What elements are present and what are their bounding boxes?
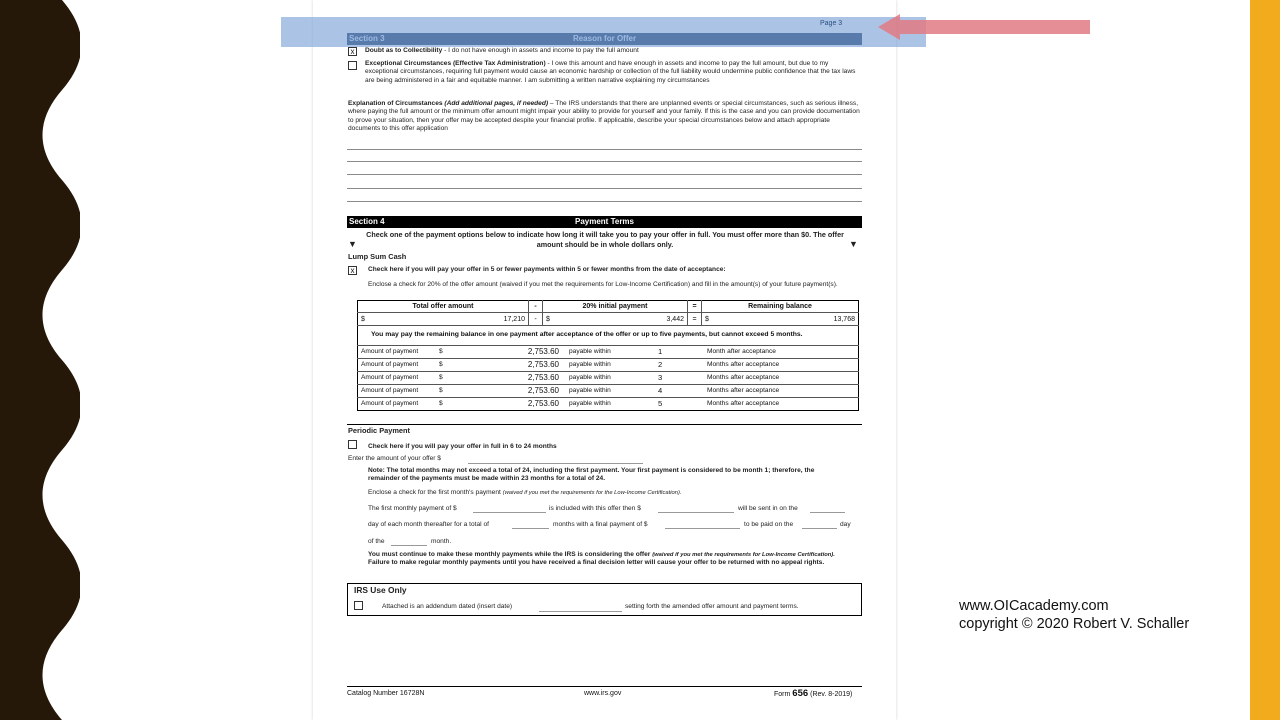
- addendum-checkbox[interactable]: [354, 601, 363, 610]
- payment-amount[interactable]: 2,753.60: [527, 399, 559, 408]
- doubt-collectibility-checkbox[interactable]: x: [348, 47, 357, 56]
- final-month-field[interactable]: [391, 545, 427, 546]
- explanation-of-circumstances: Explanation of Circumstances (Add additional pages, if needed) – The IRS understands that there are unplanned events or special circumstances, such as serious illness, where paying the full amount or the minimum offer amount might impair your ability to provide for yourself and your family. If this is the case and you can provide documentation to prove your situation, then your offer may be accepted despite your financial profile. If applicable, describe your special circumstances below and attach appropriate documents to this offer application: [348, 100, 860, 132]
- lump-sum-payment-table: [357, 300, 859, 411]
- payment-instructions: Check one of the payment options below to indicate how long it will take you to pay your offer in full. You must offer more than $0. The offer amount should be in whole dollars only.: [366, 230, 844, 249]
- form-number: Form 656 (Rev. 8-2019): [774, 688, 853, 699]
- final-day-field[interactable]: [802, 528, 837, 529]
- total-offer-cell[interactable]: $ 17,210: [358, 313, 529, 326]
- periodic-payment-heading: Periodic Payment: [348, 426, 411, 435]
- pointer-arrow-icon: [878, 12, 1092, 42]
- table-note-row: [358, 326, 859, 346]
- doubt-collectibility-text: Doubt as to Collectibility - I do not have enough in assets and income to pay the full amount: [365, 47, 639, 54]
- table-row: Amount of payment $ 2,753.60 payable within 5 Months after acceptance: [361, 399, 780, 408]
- lump-sum-enclose-text: Enclose a check for 20% of the offer amount (waived if you met the requirements for Low-Income Certification) and fill in the amount(s) of your future payment(s).: [368, 281, 838, 288]
- equals-sign: =: [688, 301, 702, 313]
- table-header-row: [358, 301, 859, 313]
- accent-bar: [1250, 0, 1280, 720]
- initial-payment-value: 3,442: [666, 315, 684, 323]
- continue-payments-text: You must continue to make these monthly payments while the IRS is considering the offer (waived if you met the requirements for Low-Income Certification). Failure to make regular monthly payments until you have received a final decision letter will cause your offer to be returned with no appeal rights.: [368, 551, 835, 567]
- triangle-down-icon: ▼: [849, 239, 858, 249]
- payment-month[interactable]: 1: [658, 347, 663, 356]
- table-row: Amount of payment $ 2,753.60 payable within 3 Months after acceptance: [358, 372, 859, 385]
- writing-line[interactable]: [347, 174, 862, 175]
- minus-sign: -: [529, 301, 543, 313]
- divider: [347, 424, 862, 425]
- section-4-title: Payment Terms: [575, 217, 634, 226]
- monthly-payment-field[interactable]: [658, 512, 734, 513]
- writing-line[interactable]: [347, 188, 862, 189]
- lump-sum-heading: Lump Sum Cash: [348, 252, 407, 261]
- writing-line[interactable]: [347, 201, 862, 202]
- decorative-wavy-band: [0, 0, 80, 720]
- lump-sum-check-text: Check here if you will pay your offer in 5 or fewer payments within 5 or fewer months from the date of acceptance:: [368, 266, 726, 273]
- start-day-field[interactable]: [810, 512, 845, 513]
- copyright-text: copyright © 2020 Robert V. Schaller: [959, 616, 1190, 632]
- total-months-field[interactable]: [512, 528, 549, 529]
- table-row: Amount of payment $ 2,753.60 payable within 4 Months after acceptance: [358, 385, 859, 398]
- section-4-number: Section 4: [349, 217, 385, 226]
- lump-sum-checkbox[interactable]: x: [348, 266, 357, 275]
- initial-payment-header: 20% initial payment: [543, 301, 688, 313]
- catalog-number: Catalog Number 16728N: [347, 690, 425, 697]
- payment-amount[interactable]: 2,753.60: [527, 347, 559, 356]
- offer-amount-field[interactable]: [468, 463, 643, 464]
- irs-use-only-title: IRS Use Only: [354, 585, 407, 595]
- initial-payment-cell[interactable]: $ 3,442: [543, 313, 688, 326]
- remaining-balance-value: 13,768: [833, 315, 855, 323]
- payment-amount[interactable]: 2,753.60: [527, 360, 559, 369]
- enclose-first-payment: Enclose a check for the first month's payment (waived if you met the requirements for the Low-Income Certification).: [368, 489, 682, 496]
- payment-month[interactable]: 2: [658, 360, 663, 369]
- credit-block: [959, 597, 1189, 633]
- total-offer-value: 17,210: [503, 315, 525, 323]
- exceptional-circumstances-checkbox[interactable]: [348, 61, 357, 70]
- periodic-payment-checkbox[interactable]: [348, 440, 357, 449]
- offer-amount-label: Enter the amount of your offer $: [348, 455, 441, 462]
- periodic-note: Note: The total months may not exceed a total of 24, including the first payment. Your first payment is considered to be month 1; therefore, the remainder of the payments must be made within 23 months for a total of 24.: [368, 467, 815, 483]
- writing-line[interactable]: [347, 149, 862, 150]
- table-row: Amount of payment $ 2,753.60 payable within 1 Month after acceptance: [358, 346, 859, 359]
- irs-website: www.irs.gov: [584, 690, 622, 697]
- table-row: Amount of payment $ 2,753.60 payable within 2 Months after acceptance: [358, 359, 859, 372]
- footer-divider: [347, 686, 862, 687]
- addendum-date-field[interactable]: [539, 611, 622, 612]
- remaining-balance-header: Remaining balance: [702, 301, 859, 313]
- payment-month[interactable]: 4: [658, 386, 663, 395]
- triangle-down-icon: ▼: [348, 239, 357, 249]
- payment-month[interactable]: 3: [658, 373, 663, 382]
- table-values-row: $ 17,210 - $ 3,442 = $ 13,768: [358, 313, 859, 326]
- payment-month[interactable]: 5: [658, 399, 663, 408]
- remaining-balance-cell[interactable]: $ 13,768: [702, 313, 859, 326]
- payment-amount[interactable]: 2,753.60: [527, 373, 559, 382]
- exceptional-circumstances-text: Exceptional Circumstances (Effective Tax Administration) - I owe this amount and have enough in assets and income to pay the full amount, but due to my exceptional circumstances, requiring full payment would cause an economic hardship or collection of the full liability would undermine public confidence that the tax laws are being administered in a fair and equitable manner. I am submitting a written narrative explaining my circumstances: [365, 60, 856, 84]
- page-number: Page 3: [820, 20, 843, 27]
- periodic-check-text: Check here if you will pay your offer in full in 6 to 24 months: [368, 443, 557, 450]
- first-payment-field[interactable]: [473, 512, 546, 513]
- website-text: www.OICacademy.com: [959, 598, 1109, 614]
- final-payment-field[interactable]: [665, 528, 740, 529]
- total-offer-header: Total offer amount: [358, 301, 529, 313]
- section-4-header: [347, 216, 862, 228]
- writing-line[interactable]: [347, 161, 862, 162]
- payment-amount[interactable]: 2,753.60: [527, 386, 559, 395]
- remaining-balance-note: You may pay the remaining balance in one payment after acceptance of the offer or up to five payments, but cannot exceed 5 months.: [358, 326, 859, 346]
